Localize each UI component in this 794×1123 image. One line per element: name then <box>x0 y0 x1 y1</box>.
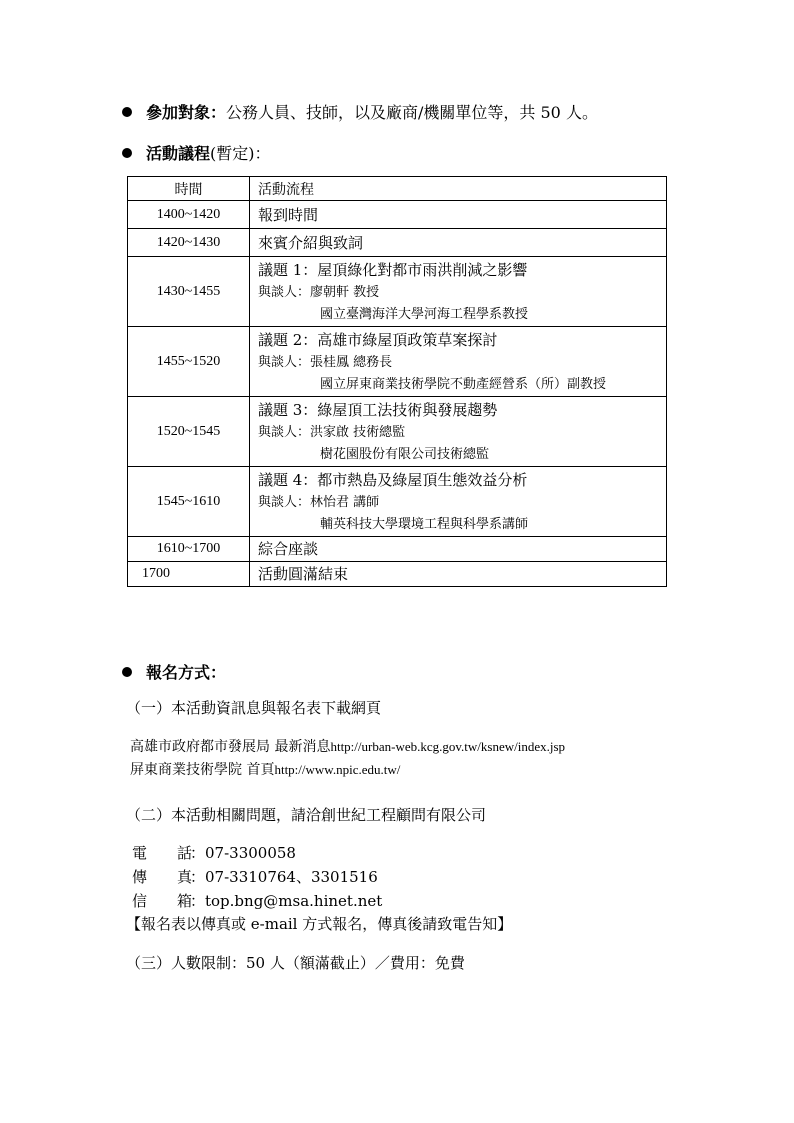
speaker: 與談人：洪家啟 技術總監 <box>258 424 406 440</box>
topic-title: 議題 4：都市熱島及綠屋頂生態效益分析 <box>258 470 528 489</box>
speaker: 與談人：廖朝軒 教授 <box>258 284 380 300</box>
row-time: 1430~1455 <box>128 257 250 327</box>
row-activity <box>250 467 667 537</box>
participants-line <box>122 102 598 124</box>
row-time: 1400~1420 <box>128 201 250 229</box>
speaker: 與談人：張桂鳳 總務長 <box>258 354 393 370</box>
affiliation: 國立臺灣海洋大學河海工程學系教授 <box>320 306 529 322</box>
table-row <box>128 257 667 327</box>
agenda-heading <box>122 143 271 165</box>
topic-title: 議題 3：綠屋頂工法技術與發展趨勢 <box>258 400 498 419</box>
affiliation: 國立屏東商業技術學院不動產經營系（所）副教授 <box>320 376 607 392</box>
link-line-1 <box>130 737 565 757</box>
mail-line <box>132 891 382 911</box>
row-time: 1610~1700 <box>128 537 250 562</box>
link-2-prefix: 屏東商業技術學院 首頁 <box>130 762 275 778</box>
row-activity: 來賓介紹與致詞 <box>250 229 667 257</box>
link-1-url[interactable]: http://urban-web.kcg.gov.tw/ksnew/index.jsp <box>330 739 566 754</box>
header-time: 時間 <box>128 177 250 201</box>
phone-line <box>132 843 296 863</box>
agenda-table <box>127 176 667 587</box>
link-2-url[interactable]: http://www.npic.edu.tw/ <box>274 762 401 777</box>
phone-label-1: 電 <box>132 844 148 862</box>
agenda-label: 活動議程 <box>146 144 211 163</box>
fax-label-2: 真 <box>177 868 193 886</box>
topic-title: 議題 1：屋頂綠化對都市雨洪削減之影響 <box>258 260 528 279</box>
table-row <box>128 327 667 397</box>
fax-label-1: 傳 <box>132 868 148 886</box>
row-activity: 活動圓滿結束 <box>250 562 667 587</box>
table-row <box>128 467 667 537</box>
row-time: 1455~1520 <box>128 327 250 397</box>
table-row <box>128 397 667 467</box>
fax-value: ：07-3310764、3301516 <box>190 868 378 886</box>
row-time: 1420~1430 <box>128 229 250 257</box>
mail-label-2: 箱 <box>177 892 193 910</box>
participants-label: 參加對象： <box>146 103 227 122</box>
row-activity: 綜合座談 <box>250 537 667 562</box>
mail-label-1: 信 <box>132 892 148 910</box>
participants-text: 公務人員、技師，以及廠商/機關單位等，共 50 人。 <box>226 103 598 122</box>
row-activity <box>250 257 667 327</box>
mail-value[interactable]: ：top.bng@msa.hinet.net <box>190 892 383 910</box>
fax-line <box>132 867 378 887</box>
section-3-text: （三）人數限制：50 人（額滿截止）／費用：免費 <box>126 954 465 972</box>
table-row <box>128 562 667 587</box>
header-activity: 活動流程 <box>250 177 667 201</box>
bullet-icon <box>122 667 132 677</box>
phone-label-2: 話 <box>177 844 193 862</box>
row-time: 1700 <box>128 562 250 587</box>
agenda-suffix: (暫定)： <box>210 144 271 163</box>
bullet-icon <box>122 148 132 158</box>
row-activity: 報到時間 <box>250 201 667 229</box>
table-row <box>128 229 667 257</box>
bullet-icon <box>122 107 132 117</box>
topic-title: 議題 2：高雄市綠屋頂政策草案探討 <box>258 330 498 349</box>
link-1-prefix: 高雄市政府都市發展局 最新消息 <box>130 739 331 755</box>
row-time: 1520~1545 <box>128 397 250 467</box>
table-header-row <box>128 177 667 201</box>
registration-note: 【報名表以傳真或 e-mail 方式報名，傳真後請致電告知】 <box>126 915 513 933</box>
section-2-title: （二）本活動相關問題，請洽創世紀工程顧問有限公司 <box>126 806 487 824</box>
affiliation: 樹花園股份有限公司技術總監 <box>320 446 490 462</box>
phone-value: ：07-3300058 <box>190 844 296 862</box>
row-activity <box>250 327 667 397</box>
affiliation: 輔英科技大學環境工程與科學系講師 <box>320 516 529 532</box>
table-row <box>128 537 667 562</box>
speaker: 與談人：林怡君 講師 <box>258 494 380 510</box>
link-line-2 <box>130 760 400 780</box>
table-row <box>128 201 667 229</box>
registration-label: 報名方式： <box>146 663 227 682</box>
registration-heading <box>122 662 226 684</box>
section-1-title: （一）本活動資訊息與報名表下載網頁 <box>126 699 382 717</box>
row-activity <box>250 397 667 467</box>
row-time: 1545~1610 <box>128 467 250 537</box>
